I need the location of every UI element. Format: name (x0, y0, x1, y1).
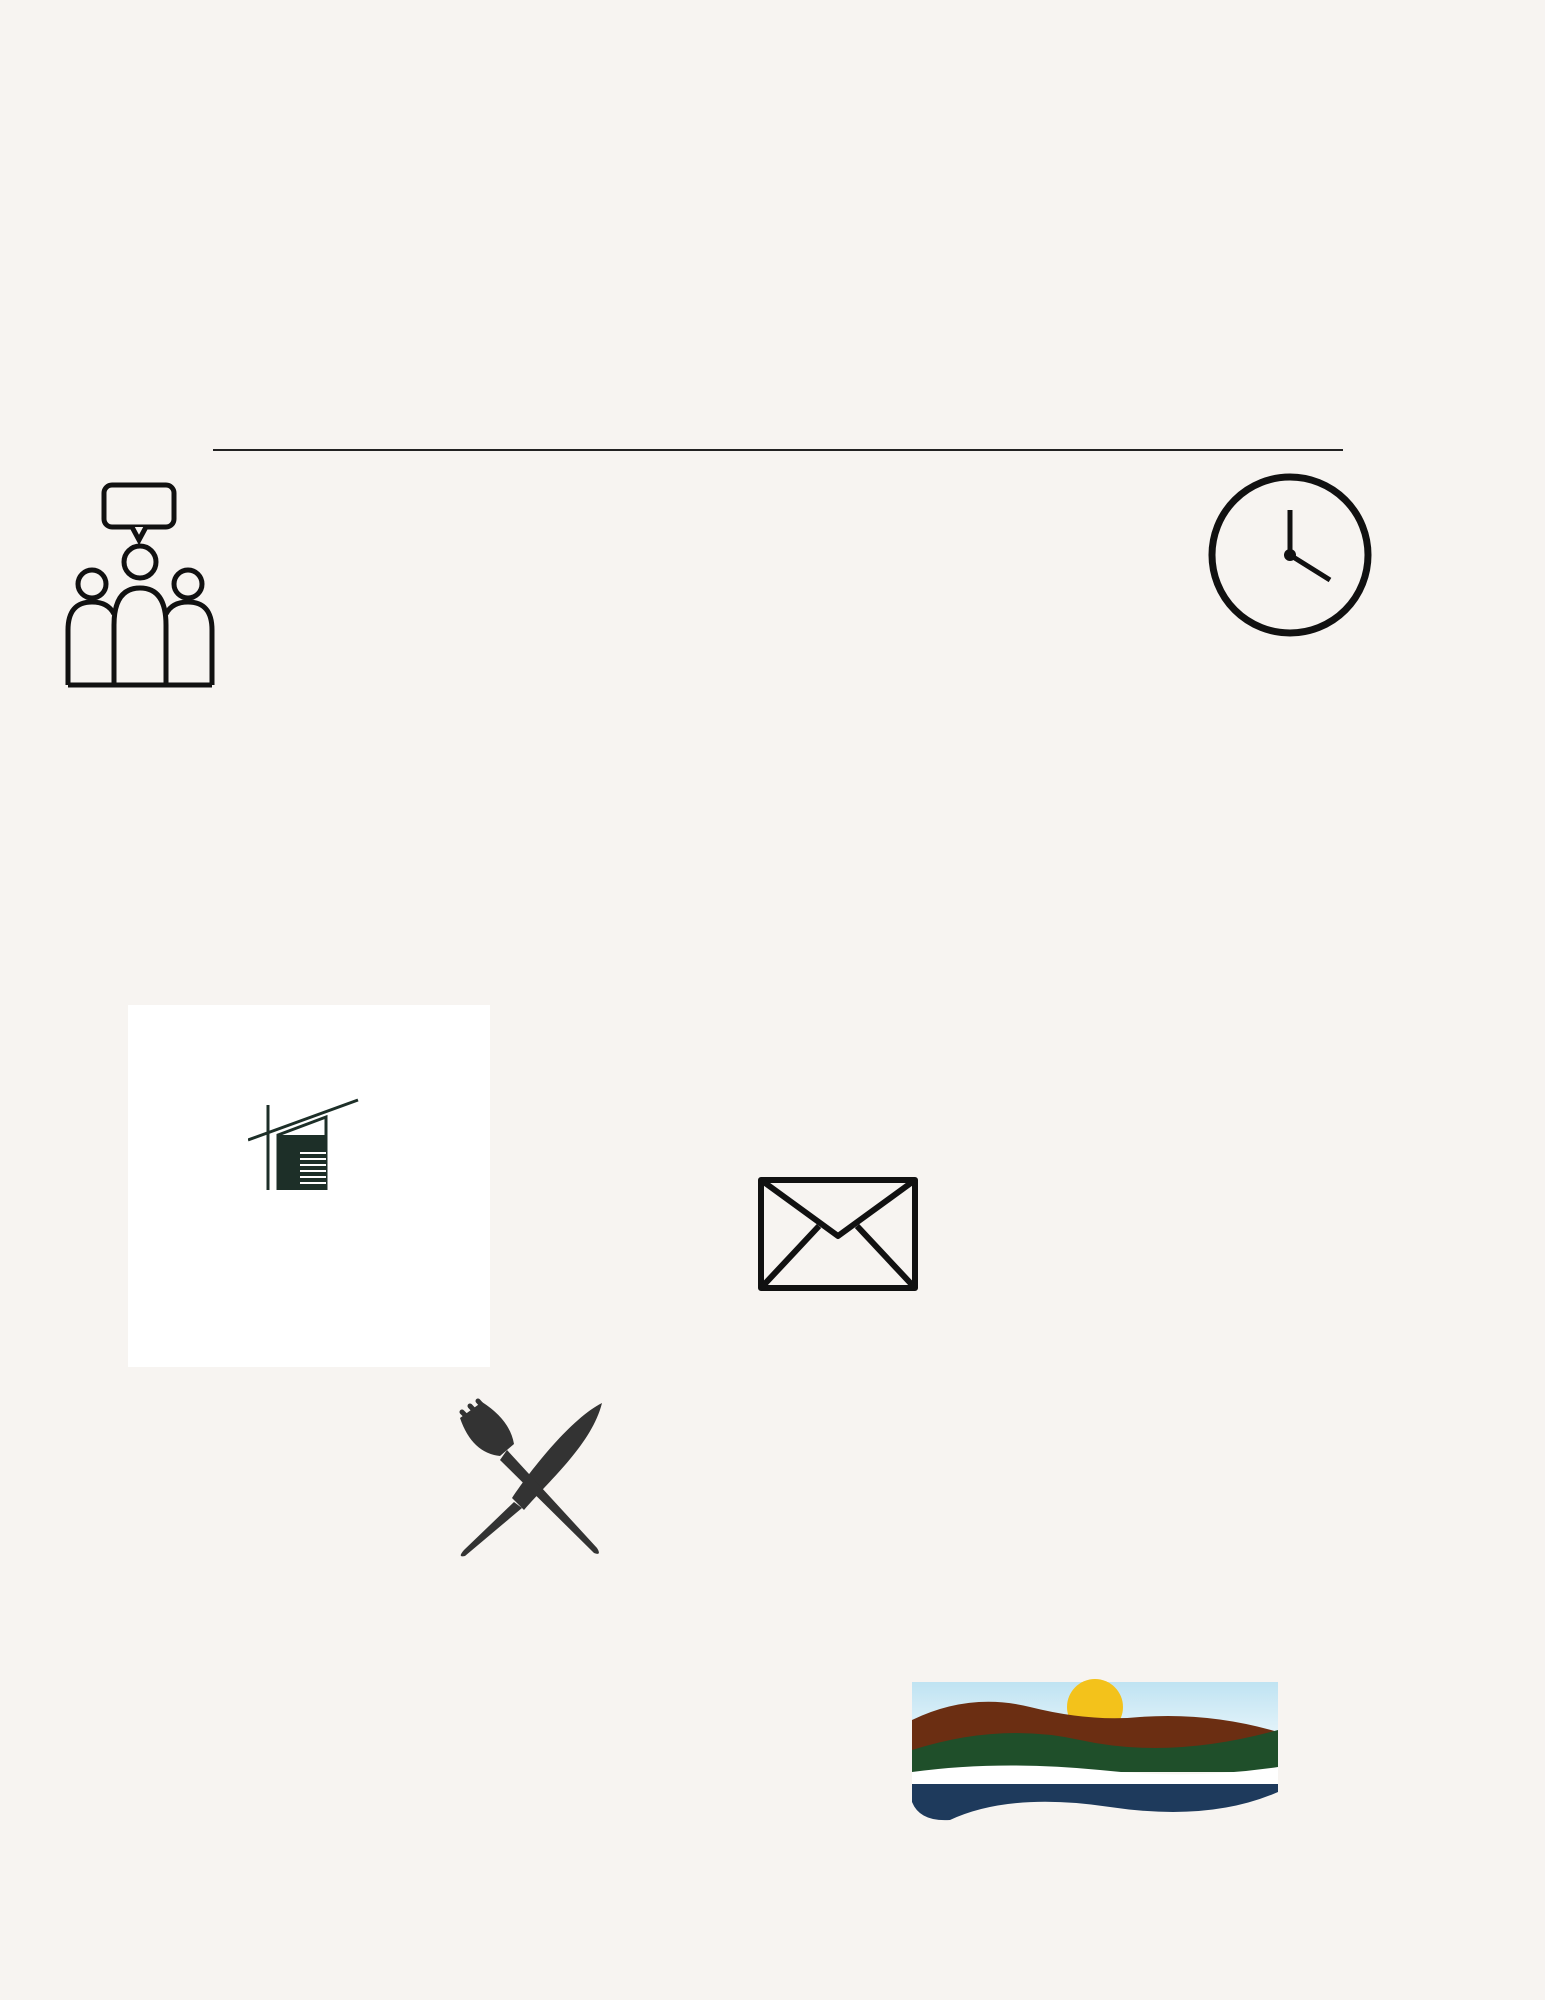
house-logo-icon (248, 1095, 378, 1195)
clock-icon (1205, 470, 1375, 640)
fork-knife-icon (452, 1398, 612, 1558)
landscape-logo-icon (910, 1672, 1280, 1822)
chamber-logo (900, 1575, 1290, 1577)
people-speech-icon (62, 480, 222, 690)
divider (213, 449, 1343, 451)
sponsor-logo (128, 1005, 490, 1367)
envelope-icon (757, 1176, 919, 1292)
